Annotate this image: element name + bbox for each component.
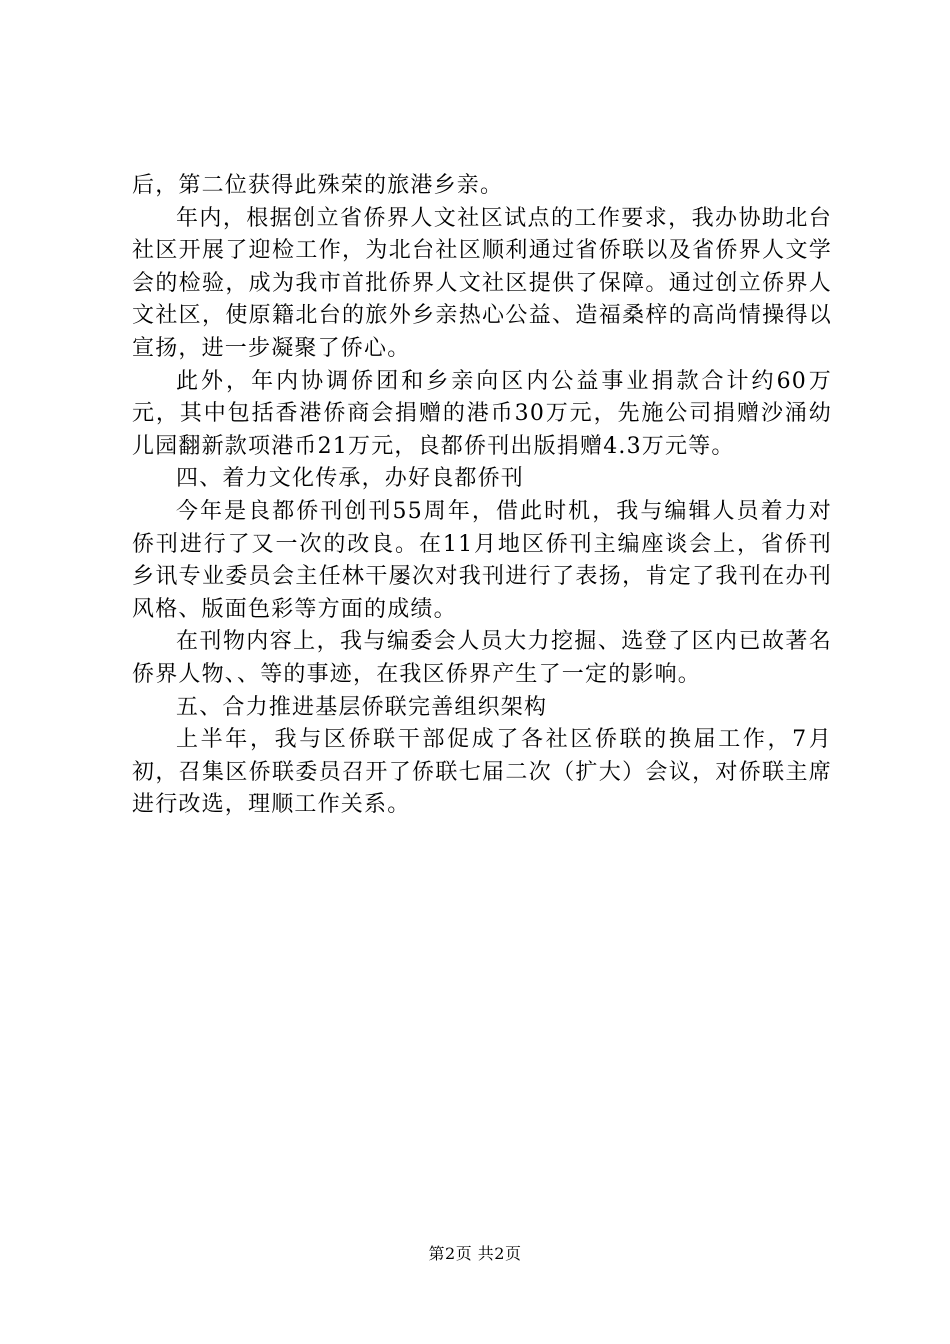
paragraph-continuation: 后，第二位获得此殊荣的旅港乡亲。 [132,173,504,198]
section-heading-culture: 四、着力文化传承，办好良都侨刊 [176,466,525,492]
paragraph-journal-content: 在刊物内容上，我与编委会人员大力挖掘、选登了区内已故著名侨界人物、、等的事迹，在我区侨界产生了一定的影响。 [132,629,832,687]
page-number-footer: 第2页 共2页 [428,1244,522,1263]
paragraph-donations: 此外，年内协调侨团和乡亲向区内公益事业捐款合计约60万元，其中包括香港侨商会捐赠的港币30万元，先施公司捐赠沙涌幼儿园翻新款项港币21万元，良都侨刊出版捐赠4.3万元等。 [132,368,832,459]
paragraph-journal-anniversary: 今年是良都侨刊创刊55周年，借此时机，我与编辑人员着力对侨刊进行了又一次的改良。在11月地区侨刊主编座谈会上，省侨刊乡讯专业委员会主任林干屡次对我刊进行了表扬，肯定了我刊在办刊风格、版面色彩等方面的成绩。 [132,498,832,622]
section-heading-organization: 五、合力推进基层侨联完善组织架构 [176,694,548,720]
paragraph-election: 上半年，我与区侨联干部促成了各社区侨联的换届工作，7月初，召集区侨联委员召开了侨联七届二次（扩大）会议，对侨联主席进行改选，理顺工作关系。 [132,727,832,818]
document-body [132,170,832,822]
paragraph-community: 年内，根据创立省侨界人文社区试点的工作要求，我办协助北台社区开展了迎检工作，为北台社区顺利通过省侨联以及省侨界人文学会的检验，成为我市首批侨界人文社区提供了保障。通过创立侨界人文社区，使原籍北台的旅外乡亲热心公益、造福桑梓的高尚情操得以宣扬，进一步凝聚了侨心。 [132,205,832,361]
